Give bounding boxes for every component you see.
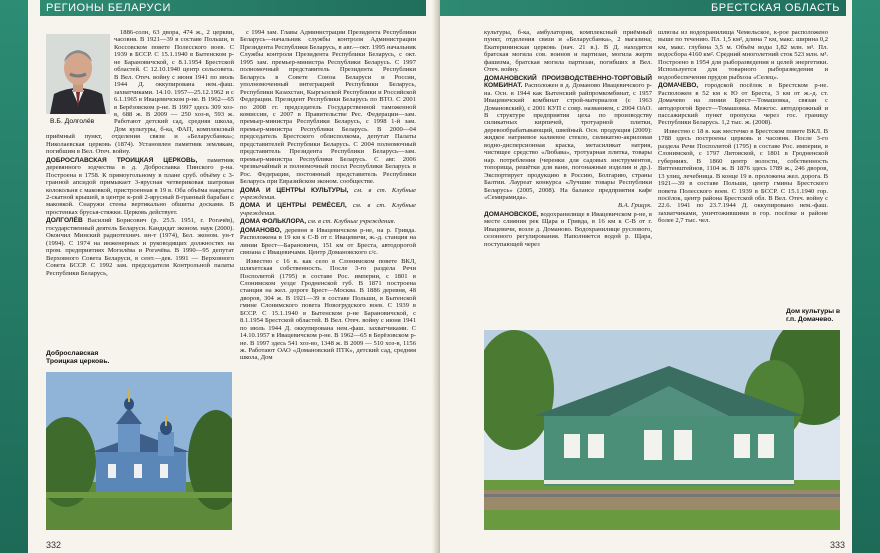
- left-page: [0, 0, 436, 553]
- portrait-caption: В.Б. Долголёв: [50, 118, 95, 125]
- plant-entry: [484, 75, 652, 202]
- culture-houses-title: ДОМА И ЦЕНТРЫ КУЛЬТУРЫ,: [240, 186, 349, 194]
- domanovo-text: деревня в Ивацевичском р-не, на р. Гривда. Расположена в 19 км к С-В от г. Ивацевичи, ж.-д. станция на линии Брест—Барановичи, 151 км от Бреста, автодорогой связана с Ивацевичами. Центр Домановского с/с.: [240, 226, 416, 257]
- house-caption-line-1: Дом культуры в: [786, 308, 841, 315]
- domanovo-history: Известно с 16 в. как село в Слонимском повете ВКЛ, шляхетская собственность. После 3-го раздела Речи Посполитой (1795) в составе Рос. империи, с 1801 в Слонимском уезде Гродненской губ. В 1871 построена станция на жел. дороге Брест—Москва. В 1886 деревня, 48 дворов, 304 ж. В 1921—39 в составе Польши, в Бытенской гмине Слонимского повета Новогрудского воев. С 1939 в БССР. С 15.1.1940 в Бытенском р-не Барановичской, с 8.1.1954 Брестской областей. В Вел. Отеч. войну с июня 1941 по июль 1944 Д. оккупирована нем.-фаш. захватчиками. С 14.10.1957 в Ивацевичском р-не. В 1962—65 в Берёзовском р-не. В 1997 здесь 541 хоз-во, 1348 ж. В 2009 — 510 хоз-в, 1156 ж. Работают ОАО «Домановский ПТК», детский сад, средняя школа, Дом: [240, 257, 416, 362]
- right-page-column-1: [484, 29, 652, 307]
- church-caption-line-2: Троицкая церковь.: [46, 358, 110, 365]
- reservoir-entry-text: водохранилище в Ивацевичском р-не, в месте слияния рек Щара и Гривда, в 16 км к С-В от г. Ивацевичи, возле д. Доманово. Водохранилище руслового, сезонного регулирования. Наполняется водой р. Щара, поступающей через: [484, 210, 652, 248]
- left-column-flow: [46, 29, 234, 359]
- plant-entry-title: ДОМАНОВСКИЙ ПРОИЗВОДСТВЕННО-ТОРГОВЫЙ КОМБИНАТ.: [484, 74, 652, 90]
- paragraph-reservoir-continued: шлюзы из водохранилища Чемельское, к-рое расположено выше по течению. Пл. 1,5 км², длина 7 км, макс. ширина 0,2 км, макс. глубина 3,5 м. Объём воды 1,82 млн. м³. Пл. водосбора 4160 км². Средний многолетний сток 523 млн. м³. Построено в 1954 для рыборазведения и целей энергетики. Используется для товарного рыборазведения и водообеспечения прудов рыбхоза «Селец».: [658, 29, 828, 81]
- left-page-number: 332: [46, 540, 62, 550]
- culture-houses-entry: [240, 187, 416, 202]
- reservoir-entry-title: ДОМАНОВСКОЕ,: [484, 210, 539, 218]
- folklore-houses-ref: см. в ст. Клубные учреждения.: [307, 218, 396, 226]
- folklore-houses-entry: [240, 218, 416, 225]
- left-page-header: РЕГИОНЫ БЕЛАРУСИ: [40, 0, 426, 16]
- town-entry-text: городской посёлок в Брестском р-не. Расположен в 52 км к Ю от Бреста, 3 км от ж.-д. ст. Домачево на линии Брест—Томашовка, связан с автодорогой Брест—Томашовка. Межгос. автодорожный и пассажирский пункт пропуска через гос. границу Республики Беларусь. 1,2 тыс. ж. (2008).: [658, 82, 828, 127]
- crafts-houses-title: ДОМА И ЦЕНТРЫ РЕМЁСЕЛ,: [240, 202, 347, 210]
- town-entry: [658, 82, 828, 127]
- right-page-header: БРЕСТСКАЯ ОБЛАСТЬ: [440, 0, 846, 16]
- portrait-wrap-spacer: [46, 29, 114, 129]
- person-entry-text: Василий Борисович (р. 25.5. 1951, г. Рогачёв), государственный деятель Беларуси. Кандидат эконом. наук (2000). Окончил Минский радиотехнич. ин-т (1974), Бел. эконом. ун-т (1994). С 1974 на инженерных и руководящих должностях на пром. предприятиях Могилёва и Рогачёва. В 1990—95 депутат Верховного Совета Беларуси, в сент.—дек. 1991 — Верховного Совета БССР. С 1992 зам. председателя Контрольной палаты Республики Беларусь,: [46, 217, 234, 277]
- paragraph-domanovo-continued: культуры, б-ка, амбулатория, комплексный приёмный пункт, отделения связи и «Беларусбанка», 2 магазина; Екатерининская церковь (нач. 21 в.). В Д. находятся братская могила сов. воинов и партизан, могила жертв фашизма, братская могила партизан, погибших в Вел. Отеч. войну.: [484, 29, 652, 74]
- town-history: Известно с 18 в. как местечко в Брестском повете ВКЛ. В 1788 здесь построены церковь и часовня. После 3-го раздела Речи Посполитой (1795) в составе Рос. империи, в Слонимской, с 1797 Литовской, с 1801 в Гродненской губерниях. В 1860 центр волости, собственность Виттенштейнов, 1104 ж. В 1876 здесь 1789 ж., 246 дворов, 13 улиц, лечебница. В конце 19 в. проложена жел. дорога. В 1921—39 в составе Польши, центр гмины Брестского повета Полесского воев. С 1939 в БССР. С 15.1.1940 гор. посёлок, центр района Брестской обл. В Вел. Отеч. войну с 22.6. 1941 по 23.7.1944 Д. оккупировано нем.-фаш. захватчиками, уничтожившими в гор. посёлке и районе более 2,7 тыс. чел.: [658, 127, 828, 225]
- house-caption: [786, 308, 846, 324]
- right-page: [440, 0, 880, 553]
- left-page-sidebar-band: [0, 0, 28, 553]
- culture-houses-ref: см. в ст. Клубные учреждения.: [240, 186, 416, 201]
- person-entry: [46, 217, 234, 277]
- house-of-culture-photo: [484, 330, 840, 530]
- church-caption-line-1: Доброславская: [46, 350, 99, 357]
- right-page-number: 333: [830, 540, 846, 550]
- right-page-column-2: [658, 29, 828, 307]
- house-caption-line-2: г.п. Домачево.: [786, 316, 834, 323]
- paragraph-career: с 1994 зам. Главы Администрации Президента Республики Беларусь—начальник службы контроля Администрации Президента Республики Беларусь, в авг.—окт. 1995 начальник Службы контроля Президента Республики Беларусь, с окт. 1995 зам. премьер-министра Республики Беларусь. С 1997 полномочный представитель Президента Республики Беларусь в Совете Союза Беларуси и России, уполномоченный интеграцией Республики Беларусь, Республики Казахстан, Кыргызской Республики и Российской Федерации. Президент Республики Беларусь по ВТО. С 2001 по 2008 гг. председатель Государственной таможенной комиссии, с 2007 в Правительстве Рес. Федерации—зам. премьер-министра Республики Беларусь, с 1998 1-й зам. премьер-министра Республики Беларусь. В 2000—04 председатель Брестского облисполкома, депутат Палаты представителей Республики Беларусь. С 2004 полномочный представитель Президента Республики Беларусь—зам. премьер-министра Республики Беларусь. С авг. 2006 чрезвычайный и полномочный посол Республики Беларусь в Рос. Федерации, постоянный представитель Республики Беларусь при Евразийском эконом. сообществе.: [240, 29, 416, 186]
- plant-entry-text: Расположен в д. Доманово Ивацевичского р-на. Осн. в 1944 как Бытенский райпромкомбинат, с 1957 Ивацевичский комбинат строй-материалов (с 1963 Домановский), с 2001 КУП с совр. названием, с 2004 ОАО. В структуре предприятия цеха по производству силикатных кирпичей, тротуарной плитки, деревообрабатывающий, швейный. Осн. продукция (2009): жидкое натриевое калиевое стекло, силикатно-акриловая водно-дисперсионная краска, метасиликат натрия, чистящее средство «Любава», тротуарная плитка, товары нар. потребления (черенки для садовых инструментов, топорища, решётки для ванн, погонажные изделия и др.). Экспортирует продукцию в Россию, Болгарию, страны Балтии. Лауреат конкурса «Лучшие товары Республики Беларусь» (2005, 2008). На балансе предприятия кафе «Семирамида».: [484, 82, 652, 201]
- church-photo: [46, 372, 232, 530]
- left-page-column-2: [240, 29, 416, 534]
- church-entry-text: памятник деревянного зодчества в д. Доброславка Пинского р-на. Построена в 1758. К прямоугольному в плане сруб. объёму с 3-гранной апсидой примыкает 3-ярусная четвериковая шатровая колокольня с маковкой, пристроенная в 19 в. Оба объёма накрыты 2-скатной крышей, в центре к-рой 2-ярусный 8-гранный барабан с маковкой. Снаружи стены вертикально обшиты досками. В простенках брусья-стяжки. Церковь действует.: [46, 156, 234, 216]
- town-entry-title: ДОМАЧЕВО,: [658, 82, 699, 90]
- church-caption: [46, 350, 109, 366]
- crafts-houses-ref: см. в ст. Клубные учреждения.: [240, 202, 416, 217]
- right-page-sidebar-band: [852, 0, 880, 553]
- paragraph-history: 1886-солн, 63 двора, 474 ж., 2 церкви, часовня. В 1921—39 в составе Польши, в Коссовском повете Полесского воев. С 1939 в БССР. С 15.1.1940 в Бытенском р-не Барановичской, с 8.1.1954 Брестской областей. С 12.10.1940 центр сельсовета. В Вел. Отеч. войну с июня 1941 по июль 1944 Д. оккупирована нем.-фаш. захватчиками. 14.10. 1957—25.12.1962 и с 6.1.1965 в Ивацевичском р-не. В 1962—65 в Берёзовском р-не. В 1997 здесь 309 хоз-в, 688 ж. В 2009 — 250 хоз-в, 593 ж. Работают детский сад, средняя школа, Дом культуры, б-ка, ФАП, комплексный приёмный пункт, отделения связи и «Беларусбанка»; Николаевская церковь (1874). Установлен памятник землякам, погибшим в Вел. Отеч. войну.: [46, 29, 234, 156]
- church-entry: [46, 157, 234, 217]
- house-illustration: [484, 330, 840, 530]
- plant-entry-author: В.А. Грицук.: [617, 202, 652, 210]
- domanovo-entry: [240, 227, 416, 257]
- crafts-houses-entry: [240, 202, 416, 217]
- person-entry-title: ДОЛГОЛЁВ: [46, 217, 83, 225]
- folklore-houses-title: ДОМА ФОЛЬКЛОРА,: [240, 218, 307, 226]
- church-entry-title: ДОБРОСЛАВСКАЯ ТРОИЦКАЯ ЦЕРКОВЬ,: [46, 156, 198, 164]
- church-illustration: [46, 372, 232, 530]
- reservoir-entry: [484, 211, 652, 248]
- domanovo-title: ДОМАНОВО,: [240, 226, 282, 234]
